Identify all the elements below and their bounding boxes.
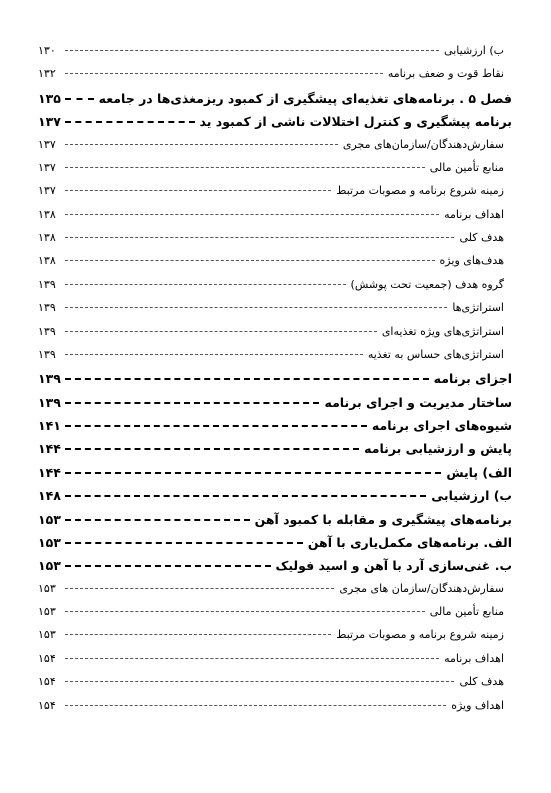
toc-entry[interactable]	[38, 675, 512, 698]
toc-entry-page-number: ۱۳۸	[38, 231, 56, 244]
toc-entry-page-number: ۱۵۴	[38, 651, 56, 665]
toc-entry-title: زمینه شروع برنامه و مصوبات مرتبط	[336, 184, 504, 198]
toc-entry-page-number: ۱۵۴	[38, 698, 56, 712]
toc-entry-title: نقاط قوت و ضعف برنامه	[387, 67, 504, 81]
dot-leader	[65, 705, 446, 706]
toc-entry-title: زمینه شروع برنامه و مصوبات مرتبط	[336, 628, 504, 642]
toc-entry-title: اهداف برنامه	[444, 207, 504, 221]
dot-leader	[65, 448, 359, 450]
toc-entry-title: هدف کلی	[459, 231, 504, 244]
dot-leader	[65, 425, 367, 427]
dot-leader	[65, 331, 377, 332]
toc-entry-title: گروه هدف (جمعیت تحت پوشش)	[350, 277, 504, 291]
toc-entry[interactable]	[38, 418, 512, 441]
toc-entry-page-number: ۱۳۷	[38, 137, 56, 151]
dot-leader	[65, 260, 435, 261]
toc-entry[interactable]	[38, 278, 512, 301]
toc-entry[interactable]	[38, 44, 512, 67]
dot-leader	[65, 214, 439, 215]
toc-entry[interactable]	[38, 91, 512, 114]
toc-entry-page-number: ۱۳۰	[38, 44, 56, 57]
dot-leader	[65, 121, 195, 123]
toc-entry[interactable]	[38, 325, 512, 348]
dot-leader	[65, 354, 363, 355]
toc-entry[interactable]	[38, 138, 512, 161]
dot-leader	[65, 565, 271, 567]
toc-entry[interactable]	[38, 605, 512, 628]
toc-entry-page-number: ۱۳۹	[38, 324, 56, 338]
toc-entry[interactable]	[38, 395, 512, 418]
toc-entry[interactable]	[38, 371, 512, 394]
toc-entry-page-number: ۱۳۲	[38, 67, 56, 81]
toc-entry-page-number: ۱۳۷	[38, 160, 56, 174]
dot-leader	[65, 402, 319, 404]
dot-leader	[65, 50, 439, 51]
dot-leader	[65, 634, 331, 635]
toc-entry-page-number: ۱۴۱	[38, 418, 61, 433]
toc-entry-title: ب) ارزشیابی	[444, 44, 504, 57]
toc-entry[interactable]	[38, 231, 512, 254]
toc-entry[interactable]	[38, 628, 512, 651]
dot-leader	[65, 190, 331, 191]
toc-entry[interactable]	[38, 67, 512, 90]
dot-leader	[65, 542, 303, 544]
dot-leader	[65, 519, 250, 521]
toc-entry-page-number: ۱۵۳	[38, 605, 56, 618]
toc-entry[interactable]	[38, 184, 512, 207]
toc-entry-page-number: ۱۴۴	[38, 464, 61, 480]
toc-entry-title: اجزای برنامه	[433, 371, 512, 387]
toc-entry-page-number: ۱۳۹	[38, 347, 56, 361]
toc-entry[interactable]	[38, 465, 512, 488]
toc-entry-title: استراتژی‌ها	[452, 301, 504, 315]
toc-entry-title: الف) پایش	[446, 464, 512, 480]
toc-entry-page-number: ۱۳۹	[38, 301, 56, 315]
toc-entry-page-number: ۱۴۴	[38, 441, 61, 457]
toc-entry-title: استراتژی‌های حساس به تغذیه	[367, 347, 504, 361]
toc-entry-page-number: ۱۳۵	[38, 90, 61, 106]
toc-entry-title: پایش و ارزشیابی برنامه	[364, 441, 512, 457]
toc-entry[interactable]	[38, 488, 512, 511]
dot-leader	[65, 378, 429, 380]
toc-entry-page-number: ۱۴۸	[38, 488, 61, 504]
toc-entry-page-number: ۱۳۹	[38, 277, 56, 291]
toc-entry[interactable]	[38, 558, 512, 581]
dot-leader	[65, 284, 346, 285]
toc-entry-title: هدف‌های ویژه	[439, 254, 504, 268]
toc-entry[interactable]	[38, 512, 512, 535]
toc-entry[interactable]	[38, 161, 512, 184]
dot-leader	[65, 167, 425, 168]
toc-entry[interactable]	[38, 582, 512, 605]
dot-leader	[65, 611, 425, 612]
dot-leader	[65, 658, 439, 659]
toc-entry-page-number: ۱۳۷	[38, 184, 56, 198]
dot-leader	[65, 588, 334, 589]
toc-entry-title: ب. غنی‌سازی آرد با آهن و اسید فولیک	[275, 558, 512, 574]
dot-leader	[65, 472, 441, 474]
toc-entry-title: ساختار مدیریت و اجرای برنامه	[324, 394, 512, 410]
toc-entry-page-number: ۱۵۳	[38, 628, 56, 642]
toc-entry-title: برنامه‌های پیشگیری و مقابله با کمبود آهن	[254, 511, 512, 527]
dot-leader	[65, 144, 338, 145]
toc-entry-title: منابع تأمین مالی	[429, 605, 504, 618]
toc-entry-title: استراتژی‌های ویژه تغذیه‌ای	[381, 324, 504, 338]
toc-entry-title: سفارش‌دهندگان/سازمان‌های مجری	[342, 137, 504, 151]
toc-entry[interactable]	[38, 699, 512, 722]
toc-entry-page-number: ۱۳۹	[38, 371, 61, 387]
toc-entry-page-number: ۱۵۳	[38, 581, 56, 595]
dot-leader	[65, 495, 426, 497]
dot-leader	[65, 98, 94, 100]
dot-leader	[65, 307, 447, 308]
toc-entry-page-number: ۱۳۸	[38, 254, 56, 268]
toc-entry[interactable]	[38, 114, 512, 137]
toc-entry-title: اهداف برنامه	[444, 651, 504, 665]
toc-entry-page-number: ۱۳۸	[38, 207, 56, 221]
toc-entry[interactable]	[38, 535, 512, 558]
toc-entry-title: الف. برنامه‌های مکمل‌یاری با آهن	[307, 534, 512, 550]
toc-entry-page-number: ۱۵۳	[38, 558, 61, 574]
toc-entry-title: شیوه‌های اجرای برنامه	[371, 418, 512, 433]
toc-entry[interactable]	[38, 348, 512, 371]
toc-entry[interactable]	[38, 652, 512, 675]
dot-leader	[65, 237, 454, 238]
toc-entry-title: منابع تأمین مالی	[429, 160, 504, 174]
toc-entry[interactable]	[38, 254, 512, 277]
dot-leader	[65, 681, 454, 682]
toc-entry-title: هدف کلی	[459, 675, 504, 689]
toc-entry[interactable]	[38, 208, 512, 231]
table-of-contents	[38, 44, 512, 722]
toc-entry[interactable]	[38, 441, 512, 464]
toc-entry-title: برنامه پیشگیری و کنترل اختلالات ناشی از کمبود ید	[199, 114, 512, 130]
toc-entry-page-number: ۱۳۹	[38, 394, 61, 410]
dot-leader	[65, 73, 383, 74]
toc-entry-title: فصل ۵ . برنامه‌های تغذیه‌ای پیشگیری از کمبود ریزمغذی‌ها در جامعه	[98, 90, 512, 106]
toc-entry-title: اهداف ویژه	[451, 698, 504, 712]
toc-entry-title: ب) ارزشیابی	[431, 488, 512, 504]
toc-entry-title: سفارش‌دهندگان/سازمان های مجری	[339, 581, 504, 595]
toc-entry[interactable]	[38, 301, 512, 324]
toc-entry-page-number: ۱۳۷	[38, 114, 61, 130]
toc-entry-page-number: ۱۵۳	[38, 511, 61, 527]
toc-entry-page-number: ۱۵۴	[38, 675, 56, 689]
toc-entry-page-number: ۱۵۳	[38, 534, 61, 550]
